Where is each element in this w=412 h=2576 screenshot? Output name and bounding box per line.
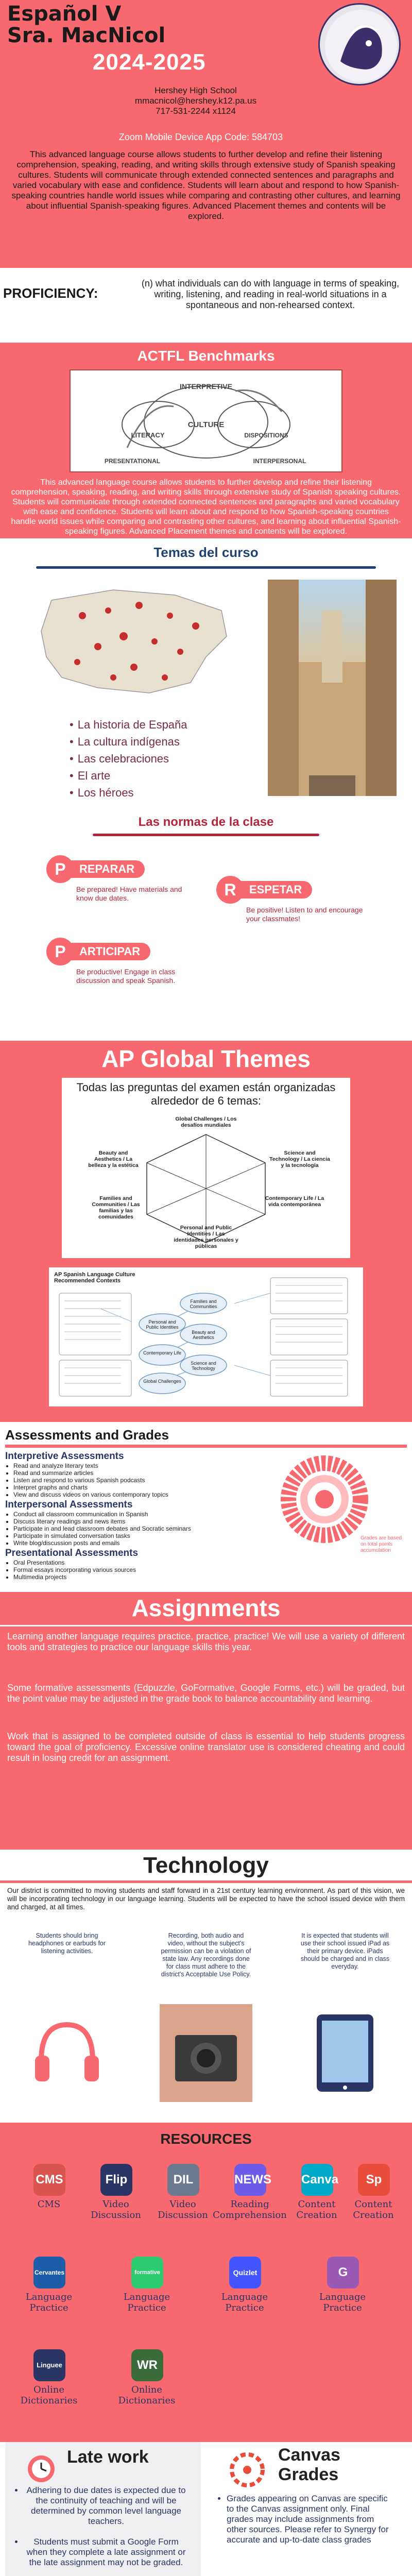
- proficiency-label: PROFICIENCY:: [3, 285, 98, 301]
- ap-node-families: Families and Communities: [190, 1299, 217, 1309]
- ap-node-identities: Personal and Public Identities: [146, 1319, 179, 1330]
- tema-item: • El arte: [70, 767, 187, 784]
- actfl-img-presentational: PRESENTATIONAL: [104, 457, 161, 465]
- ap-theme-contemporary: Contemporary Life / La vida contemporánea: [265, 1195, 324, 1208]
- course-description: This advanced language course allows students to further develop and refine their listening comprehension, speaking, reading, and writing skills through extensive study of Spanish speaking cultures. Students will communicate through extended connected sentences and paragraphs and varied vocabulary with ease and confidence. Students will learn about and respond to how Spanish-speaking countries handle world issues while comparing and contrasting other cultures, and learning about influential Spanish-speaking figures. Advanced Placement themes and contents will be explored.: [11, 149, 401, 221]
- assessment-item: • Participate in and lead classroom debates and Socratic seminars: [13, 1525, 191, 1532]
- formative-icon: formative: [131, 2257, 163, 2289]
- assessment-item: • Formal essays incorporating various sources: [13, 1566, 136, 1573]
- ap-node-global: Global Challenges: [143, 1379, 181, 1384]
- assessment-item: • Conduct all classroom communication in Spanish: [13, 1511, 191, 1518]
- late-work-item: • Adhering to due dates is expected due to the continuity of teaching and will be determined by common level language teachers.: [24, 2485, 188, 2527]
- rule-preparar: [46, 855, 201, 917]
- assessment-item: • Listen and respond to various Spanish podcasts: [13, 1477, 168, 1484]
- resource-label: Reading Comprehension: [213, 2199, 287, 2221]
- actfl-img-interpersonal: INTERPERSONAL: [253, 457, 306, 465]
- actfl-img-literacy: LITERACY: [131, 431, 165, 439]
- canvas-grades-item: • Grades appearing on Canvas are specific to the Canvas assignment only. Final grades may include assignments from other sources. Please refer to Synergy for accurate and up-to-date class grades: [227, 2494, 391, 2545]
- assessment-item: • Participate in simulated conversation tasks: [13, 1532, 191, 1539]
- resource-label: Online Dictionaries: [20, 2384, 78, 2406]
- normas-divider: [93, 834, 319, 836]
- resource-dil[interactable]: [144, 2164, 221, 2231]
- resource-label: Language Practice: [25, 2292, 73, 2313]
- assessment-item: • Multimedia projects: [13, 1573, 136, 1581]
- canvas-grades-list: [227, 2494, 391, 2545]
- quizlet-icon: Quizlet: [229, 2257, 261, 2289]
- rule-letter-badge: P: [46, 938, 74, 965]
- assessments-title: Assessments and Grades: [5, 1427, 169, 1443]
- rule-text: Be prepared! Have materials and know due dates.: [76, 885, 182, 902]
- school-crest-icon: [318, 3, 401, 86]
- resource-spark[interactable]: [335, 2164, 412, 2231]
- assessment-item: • Write blog/discussion posts and emails: [13, 1539, 191, 1547]
- temas-divider: [36, 566, 376, 569]
- zoom-code: Zoom Mobile Device App Code: 584703: [118, 132, 283, 142]
- interpretive-heading: Interpretive Assessments: [5, 1451, 124, 1462]
- technology-section: [0, 1850, 412, 2123]
- resource-label: Language Practice: [123, 2292, 170, 2313]
- cervantes-icon: Cervantes: [33, 2257, 65, 2289]
- canvas-title-line-2: Grades: [278, 2465, 339, 2484]
- ipad-icon: [299, 2004, 391, 2102]
- rule-letter-badge: R: [216, 876, 244, 904]
- ap-theme-identities: Personal and Public Identities / Las identidades personales y públicas: [174, 1225, 238, 1249]
- resource-label: Video Discussion: [91, 2199, 141, 2221]
- canvas-grades-title: [278, 2445, 340, 2484]
- ap-title: AP Global Themes: [101, 1045, 311, 1072]
- interpersonal-list: [13, 1511, 191, 1547]
- assignments-section: [0, 1592, 412, 1850]
- header-section: [0, 0, 412, 268]
- grades-donut-icon: [278, 1453, 371, 1546]
- ap-node-contemporary: Contemporary Life: [143, 1350, 182, 1355]
- assessment-item: • Read and summarize articles: [13, 1469, 168, 1477]
- assignments-para-3: Work that is assigned to be completed outside of class is essential to help students progress toward the goal of proficiency. Excessive online translator use is considered cheating and could result in losing credit for an assignment.: [7, 1731, 405, 1763]
- canvas-logo-icon: [227, 2449, 268, 2490]
- tech-headphones-text: Students should bring headphones or earbuds for listening activities.: [28, 1932, 106, 1955]
- normas-section: [0, 809, 412, 1041]
- late-work-title: Late work: [67, 2447, 149, 2467]
- temas-list: [70, 716, 187, 801]
- assignments-para-1: Learning another language requires practice, practice, practice! We will use a variety of different tools and strategies to practice our language skills this year.: [7, 1631, 405, 1652]
- gimkit-icon: G: [327, 2257, 359, 2289]
- newsela-icon: NEWS: [234, 2164, 266, 2196]
- resource-cervantes[interactable]: [10, 2257, 88, 2324]
- interpersonal-heading: Interpersonal Assessments: [5, 1499, 133, 1510]
- actfl-title: ACTFL Benchmarks: [137, 348, 275, 364]
- resource-formative[interactable]: [108, 2257, 185, 2324]
- tema-item: • Los héroes: [70, 784, 187, 801]
- resource-cms[interactable]: [10, 2164, 88, 2231]
- actfl-img-interpretive: INTERPRETIVE: [180, 382, 232, 391]
- course-title: [7, 3, 165, 46]
- ap-node-beauty: Beauty and Aesthetics: [192, 1330, 215, 1340]
- tema-item: • La cultura indígenas: [70, 733, 187, 750]
- assessments-section: [0, 1422, 412, 1592]
- flip-icon: Flip: [100, 2164, 132, 2196]
- resource-label: Online Dictionaries: [118, 2384, 176, 2406]
- actfl-benchmarks-image: [70, 369, 342, 472]
- rule-word: REPARAR: [62, 860, 145, 878]
- resources-section: [0, 2123, 412, 2442]
- linguee-icon: Linguee: [33, 2349, 65, 2381]
- ap-themes-section: [0, 1041, 412, 1422]
- grades-note: Grades are based on total points accumulation: [360, 1535, 402, 1553]
- assignments-title: Assignments: [131, 1595, 281, 1621]
- tech-ipad-text: It is expected that students will use their school issued iPad as their primary device. iPads should be charged and in class everyday.: [300, 1932, 390, 1970]
- actfl-description: This advanced language course allows students to further develop and refine their listening comprehension, speaking, reading, and writing skills through extensive study of Spanish speaking cultures. Students will communicate through extended connected sentences and paragraphs and varied vocabulary with ease and confidence. Students will learn about and respond to how Spanish-speaking countries handle world issues while comparing and contrasting other cultures, and learning about influential Spanish-speaking figures. Advanced Placement themes and contents will be explored.: [11, 478, 401, 536]
- actfl-img-culture: CULTURE: [187, 420, 225, 429]
- email-link[interactable]: mmacnicol@hershey.k12.pa.us: [134, 96, 257, 106]
- presentational-list: [13, 1559, 136, 1581]
- resource-label: Language Practice: [319, 2292, 366, 2313]
- phone-number: 717-531-2244 x1124: [156, 106, 236, 116]
- resource-label: Content Creation: [296, 2199, 337, 2221]
- ap-theme-global: Global Challenges / Los desafíos mundiales: [175, 1116, 237, 1128]
- assessments-divider: [5, 1445, 407, 1448]
- rule-respetar: [216, 876, 371, 938]
- rule-text: Be productive! Engage in class discussion and speak Spanish.: [76, 968, 176, 985]
- school-year: 2024-2025: [93, 49, 206, 75]
- alarm-clock-icon: [21, 2449, 62, 2485]
- resource-linguee[interactable]: [10, 2349, 88, 2416]
- assignments-para-2: Some formative assessments (Edpuzzle, GoFormative, Google Forms, etc.) will be graded, but the point value may be adjusted in the grade book to balance accountability and learning.: [7, 1683, 405, 1704]
- assessment-item: • Interpret graphs and charts: [13, 1484, 168, 1491]
- resource-label: Content Creation: [353, 2199, 394, 2221]
- resource-newsela[interactable]: [211, 2164, 288, 2231]
- resource-label: CMS: [37, 2199, 61, 2210]
- resource-label: Video Discussion: [158, 2199, 208, 2221]
- title-line-2: Sra. MacNicol: [7, 24, 166, 47]
- ap-theme-families: Families and Communities / Las familias y las comunidades: [92, 1195, 140, 1220]
- tema-item: • Las celebraciones: [70, 750, 187, 767]
- dil-icon: DIL: [167, 2164, 199, 2196]
- assessment-item: • View and discuss videos on various contemporary topics: [13, 1491, 168, 1498]
- resources-title: RESOURCES: [160, 2131, 252, 2147]
- rule-word: ESPETAR: [232, 881, 312, 899]
- resource-label: Language Practice: [221, 2292, 268, 2313]
- rule-word: ARTICIPAR: [62, 943, 150, 960]
- ap-contexts-chart: [49, 1267, 363, 1406]
- resource-gimkit[interactable]: [304, 2257, 381, 2324]
- title-line-1: Español V: [7, 2, 122, 26]
- temas-title: Temas del curso: [153, 545, 259, 560]
- rule-participar: [46, 938, 201, 1010]
- presentational-heading: Presentational Assessments: [5, 1548, 139, 1558]
- tech-recording-text: Recording, both audio and video, without the subject's permission can be a violation of state law. Any recordings done for class must adhere to the district's Acceptable Use Policy.: [161, 1932, 251, 1978]
- rule-letter-badge: P: [46, 855, 74, 883]
- technology-title: Technology: [143, 1853, 269, 1878]
- rule-text: Be positive! Listen to and encourage your classmates!: [246, 906, 363, 923]
- recording-photo: [160, 2004, 252, 2102]
- assessment-item: • Discuss literary readings and news items: [13, 1518, 191, 1525]
- assessment-item: • Oral Presentations: [13, 1559, 136, 1566]
- temas-section: [0, 538, 412, 809]
- wordreference-icon: WR: [131, 2349, 163, 2381]
- ap-node-science: Science and Technology: [191, 1361, 216, 1371]
- spain-street-photo: [268, 580, 397, 796]
- proficiency-definition: (n) what individuals can do with language in terms of speaking, writing, listening, and reading in real-world situations in a spontaneous and non-rehearsed context.: [141, 278, 400, 310]
- actfl-img-dispositions: DISPOSITIONS: [244, 432, 288, 439]
- headphones-icon: [21, 2004, 113, 2102]
- spark-icon: Sp: [358, 2164, 390, 2196]
- spain-map-icon: [21, 580, 252, 703]
- resource-flip[interactable]: [77, 2164, 154, 2231]
- resource-quizlet[interactable]: [206, 2257, 283, 2324]
- technology-intro: Our district is committed to moving students and staff forward in a 21st century learning environment. As part of this vision, we will be incorporating technology in our language learning. Students will be expected to have the school issued device with them and charged, at all times.: [7, 1887, 405, 1911]
- ap-chart-title: AP Spanish Language Culture Recommended Contexts: [54, 1272, 135, 1284]
- late-work-list: [24, 2485, 188, 2576]
- interpretive-list: [13, 1462, 168, 1498]
- cms-icon: CMS: [33, 2164, 65, 2196]
- technology-divider: [0, 1880, 412, 1883]
- tema-item: • La historia de España: [70, 716, 187, 733]
- ap-intro: Todas las preguntas del examen están organizadas alrededor de 6 temas:: [76, 1081, 336, 1107]
- late-work-item: • Students must submit a Google Form when they complete a late assignment or the late assignment may not be graded.: [24, 2537, 188, 2568]
- canva-icon: Canva: [301, 2164, 333, 2196]
- contact-info: [82, 86, 309, 116]
- ap-theme-beauty: Beauty and Aesthetics / La belleza y la estética: [88, 1150, 139, 1168]
- actfl-section: [0, 343, 412, 538]
- school-name: Hershey High School: [154, 86, 237, 95]
- normas-title: Las normas de la clase: [138, 815, 274, 829]
- canvas-title-line-1: Canvas: [278, 2445, 340, 2465]
- ap-theme-science: Science and Technology / La ciencia y la tecnología: [269, 1150, 330, 1168]
- assessment-item: • Read and analyze literary texts: [13, 1462, 168, 1469]
- resource-wordreference[interactable]: [108, 2349, 185, 2416]
- late-canvas-section: [0, 2442, 412, 2576]
- ap-themes-box: [62, 1078, 350, 1258]
- assignments-divider: [0, 1625, 412, 1626]
- proficiency-section: [0, 268, 412, 343]
